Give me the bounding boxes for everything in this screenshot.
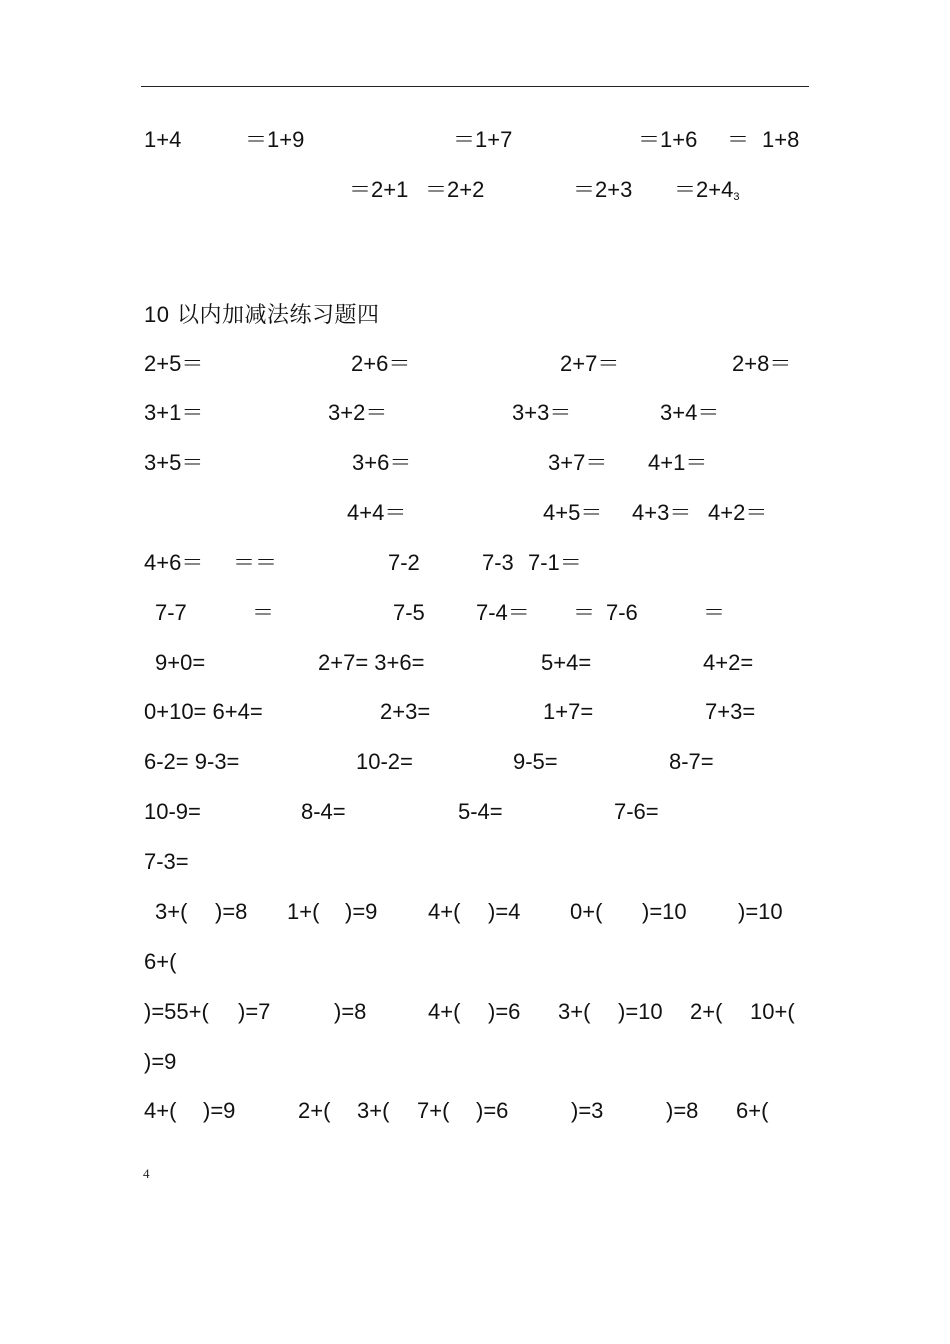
expr: ＝ bbox=[252, 600, 275, 625]
expr: 10+( bbox=[750, 999, 795, 1024]
expr: 6-2= 9-3= bbox=[144, 749, 240, 774]
expr: )=9 bbox=[345, 899, 378, 924]
expr: 9-5= bbox=[513, 749, 558, 774]
expr: )=10 bbox=[642, 899, 687, 924]
trailing-mark: 3 bbox=[733, 191, 740, 203]
expr: 4+( bbox=[428, 999, 461, 1024]
expr: 3+2＝ bbox=[328, 400, 388, 425]
header-rule bbox=[141, 86, 809, 87]
expr: 4+1＝ bbox=[648, 450, 708, 475]
expr: 4+( bbox=[144, 1098, 177, 1123]
expr: )=7 bbox=[238, 999, 271, 1024]
expr: ＝ bbox=[727, 127, 750, 152]
expr: 7+( bbox=[417, 1098, 450, 1123]
expr: 2+( bbox=[298, 1098, 331, 1123]
expr: ＝1+9 bbox=[245, 127, 305, 152]
expr: 4+3＝ bbox=[632, 500, 692, 525]
expr: 7+3= bbox=[705, 699, 756, 724]
expr: 2+5＝ bbox=[144, 351, 204, 376]
expr: 10-9= bbox=[144, 799, 201, 824]
expr: 7-6 bbox=[606, 600, 638, 625]
expr: 7-2 bbox=[388, 550, 420, 575]
expr: ＝＝ bbox=[233, 550, 278, 575]
expr: ＝2+3 bbox=[573, 177, 633, 202]
expr: 0+10= 6+4= bbox=[144, 699, 263, 724]
expr: 7-4＝ bbox=[476, 600, 530, 625]
expr: ＝1+7 bbox=[453, 127, 513, 152]
expr: 4+4＝ bbox=[347, 500, 407, 525]
expr: )=8 bbox=[215, 899, 248, 924]
expr: 7-3= bbox=[144, 849, 189, 874]
expr: 3+4＝ bbox=[660, 400, 720, 425]
expr: ＝2+2 bbox=[425, 177, 485, 202]
expr: 0+( bbox=[570, 899, 603, 924]
expr: 3+7＝ bbox=[548, 450, 608, 475]
expr: 3+( bbox=[357, 1098, 390, 1123]
expr: 6+( bbox=[736, 1098, 769, 1123]
expr: 7-6= bbox=[614, 799, 659, 824]
expr: 4+5＝ bbox=[543, 500, 603, 525]
expr: 3+( bbox=[558, 999, 591, 1024]
expr: 4+6＝ bbox=[144, 550, 204, 575]
expr: 3+( bbox=[155, 899, 188, 924]
expr: 8-4= bbox=[301, 799, 346, 824]
expr: 2+7＝ bbox=[560, 351, 620, 376]
page-number: 4 bbox=[143, 1166, 150, 1181]
expr: 7-5 bbox=[393, 600, 425, 625]
expr: 6+( bbox=[144, 949, 177, 974]
expr: 1+8 bbox=[762, 127, 800, 152]
expr: )=4 bbox=[488, 899, 521, 924]
expr: 2+7= 3+6= bbox=[318, 650, 425, 675]
expr: 5-4= bbox=[458, 799, 503, 824]
expr: 3+1＝ bbox=[144, 400, 204, 425]
expr: )=8 bbox=[666, 1098, 699, 1123]
expr: )=10 bbox=[618, 999, 663, 1024]
expr: 2+3= bbox=[380, 699, 431, 724]
expr: 10-2= bbox=[356, 749, 413, 774]
expr: 7-3 bbox=[482, 550, 514, 575]
expr: 8-7= bbox=[669, 749, 714, 774]
expr: )=8 bbox=[334, 999, 367, 1024]
expr: 1+4 bbox=[144, 127, 182, 152]
expr: ＝2+1 bbox=[349, 177, 409, 202]
expr: 7-7 bbox=[155, 600, 187, 625]
expr: )=10 bbox=[738, 899, 783, 924]
expr: 2+8＝ bbox=[732, 351, 792, 376]
expr: ＝ bbox=[703, 600, 726, 625]
expr: 1+7= bbox=[543, 699, 594, 724]
expr: 3+6＝ bbox=[352, 450, 412, 475]
expr: 4+( bbox=[428, 899, 461, 924]
expr: 3+3＝ bbox=[512, 400, 572, 425]
section-title: 10 以内加减法练习题四 bbox=[144, 302, 380, 328]
expr: 3+5＝ bbox=[144, 450, 204, 475]
expr: )=6 bbox=[476, 1098, 509, 1123]
expr: $=2+4_3$ bbox=[674, 177, 740, 203]
expr: )=55+( bbox=[144, 999, 209, 1024]
expr: 2+( bbox=[690, 999, 723, 1024]
expr: 4+2= bbox=[703, 650, 754, 675]
expr: 1+( bbox=[287, 899, 320, 924]
expr: )=9 bbox=[203, 1098, 236, 1123]
expr: )=6 bbox=[488, 999, 521, 1024]
expr: 5+4= bbox=[541, 650, 592, 675]
expr: )=3 bbox=[571, 1098, 604, 1123]
expr: 4+2＝ bbox=[708, 500, 768, 525]
expr: ＝ bbox=[573, 600, 596, 625]
expr: 2+6＝ bbox=[351, 351, 411, 376]
expr: )=9 bbox=[144, 1049, 177, 1074]
expr: 9+0= bbox=[155, 650, 206, 675]
expr: 7-1＝ bbox=[528, 550, 582, 575]
expr: ＝1+6 bbox=[638, 127, 698, 152]
